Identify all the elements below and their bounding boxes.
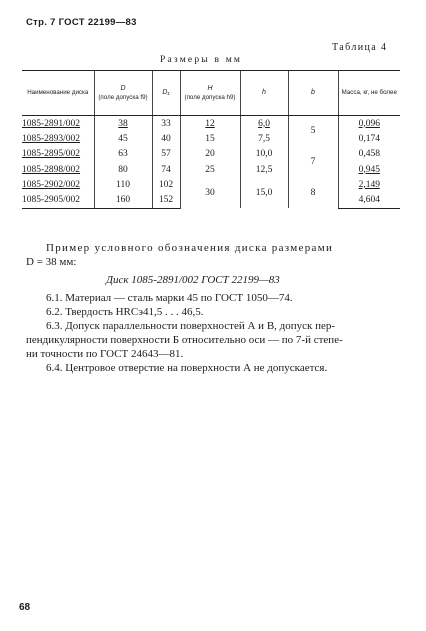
cell-D1: 40 — [152, 131, 180, 146]
cell-D: 160 — [94, 192, 152, 208]
cell-name: 1085-2893/002 — [22, 133, 81, 144]
header-h: h — [240, 71, 288, 116]
header-b: b — [288, 71, 338, 116]
table-row — [22, 131, 400, 146]
cell-mass: 2,149 — [338, 177, 400, 192]
table-label: Таблица 4 — [332, 42, 388, 53]
header-mass: Масса, кг, не более — [338, 71, 400, 116]
dimensions-table — [22, 70, 400, 209]
cell-name: 1085-2891/002 — [22, 118, 81, 129]
paragraph-6-3: 6.3. Допуск параллельности поверхностей А и В, допуск пер- — [46, 320, 336, 332]
table-row — [22, 116, 400, 132]
cell-h: 6,0 — [240, 116, 288, 132]
cell-b: 7 — [288, 147, 338, 178]
cell-h: 7,5 — [240, 131, 288, 146]
cell-H: 20 — [180, 147, 240, 162]
cell-b: 8 — [288, 177, 338, 208]
cell-D1: 152 — [152, 192, 180, 208]
table-row — [22, 162, 400, 177]
cell-mass: 0,458 — [338, 147, 400, 162]
paragraph-6-3-line3: ни точности по ГОСТ 24643—81. — [26, 348, 184, 360]
cell-mass: 0,096 — [338, 116, 400, 132]
units-caption: Размеры в мм — [160, 55, 243, 65]
header-D1: D₁ — [152, 71, 180, 116]
header-D: D (поле допуска f9) — [94, 71, 152, 116]
example-caption-cont: D = 38 мм: — [26, 256, 77, 268]
cell-H: 25 — [180, 162, 240, 177]
cell-mass: 0,945 — [338, 162, 400, 177]
cell-D1: 102 — [152, 177, 180, 192]
cell-name: 1085-2902/002 — [22, 179, 81, 190]
page-header: Стр. 7 ГОСТ 22199—83 — [26, 17, 137, 28]
paragraph-6-1: 6.1. Материал — сталь марки 45 по ГОСТ 1050—74. — [46, 292, 293, 304]
table-row — [22, 147, 400, 162]
page-number: 68 — [19, 602, 31, 613]
cell-H: 30 — [180, 177, 240, 208]
table-header-row — [22, 71, 400, 116]
cell-D1: 74 — [152, 162, 180, 177]
cell-D: 45 — [94, 131, 152, 146]
cell-mass: 0,174 — [338, 131, 400, 146]
designation-example: Диск 1085-2891/002 ГОСТ 22199—83 — [106, 274, 280, 286]
cell-name: 1085-2905/002 — [22, 192, 94, 208]
paragraph-6-4: 6.4. Центровое отверстие на поверхности А не допускается. — [46, 362, 328, 374]
example-caption: Пример условного обозначения диска размерами — [46, 242, 334, 254]
header-H: H (поле допуска h9) — [180, 71, 240, 116]
paragraph-6-2: 6.2. Твердость HRCэ41,5 . . . 46,5. — [46, 306, 204, 318]
paragraph-6-3-line2: пендикулярности поверхности Б относительно оси — по 7-й степе- — [26, 334, 343, 346]
cell-mass: 4,604 — [338, 192, 400, 208]
cell-b: 5 — [288, 116, 338, 147]
cell-H: 12 — [180, 116, 240, 132]
cell-h: 15,0 — [240, 177, 288, 208]
cell-D1: 33 — [152, 116, 180, 132]
cell-D1: 57 — [152, 147, 180, 162]
cell-h: 12,5 — [240, 162, 288, 177]
header-name: Наименование диска — [22, 71, 94, 116]
cell-name: 1085-2898/002 — [22, 164, 81, 175]
cell-H: 15 — [180, 131, 240, 146]
cell-D: 110 — [94, 177, 152, 192]
cell-D: 38 — [94, 116, 152, 132]
cell-name: 1085-2895/002 — [22, 149, 81, 160]
table-row — [22, 177, 400, 192]
cell-D: 80 — [94, 162, 152, 177]
cell-D: 63 — [94, 147, 152, 162]
cell-h: 10,0 — [240, 147, 288, 162]
